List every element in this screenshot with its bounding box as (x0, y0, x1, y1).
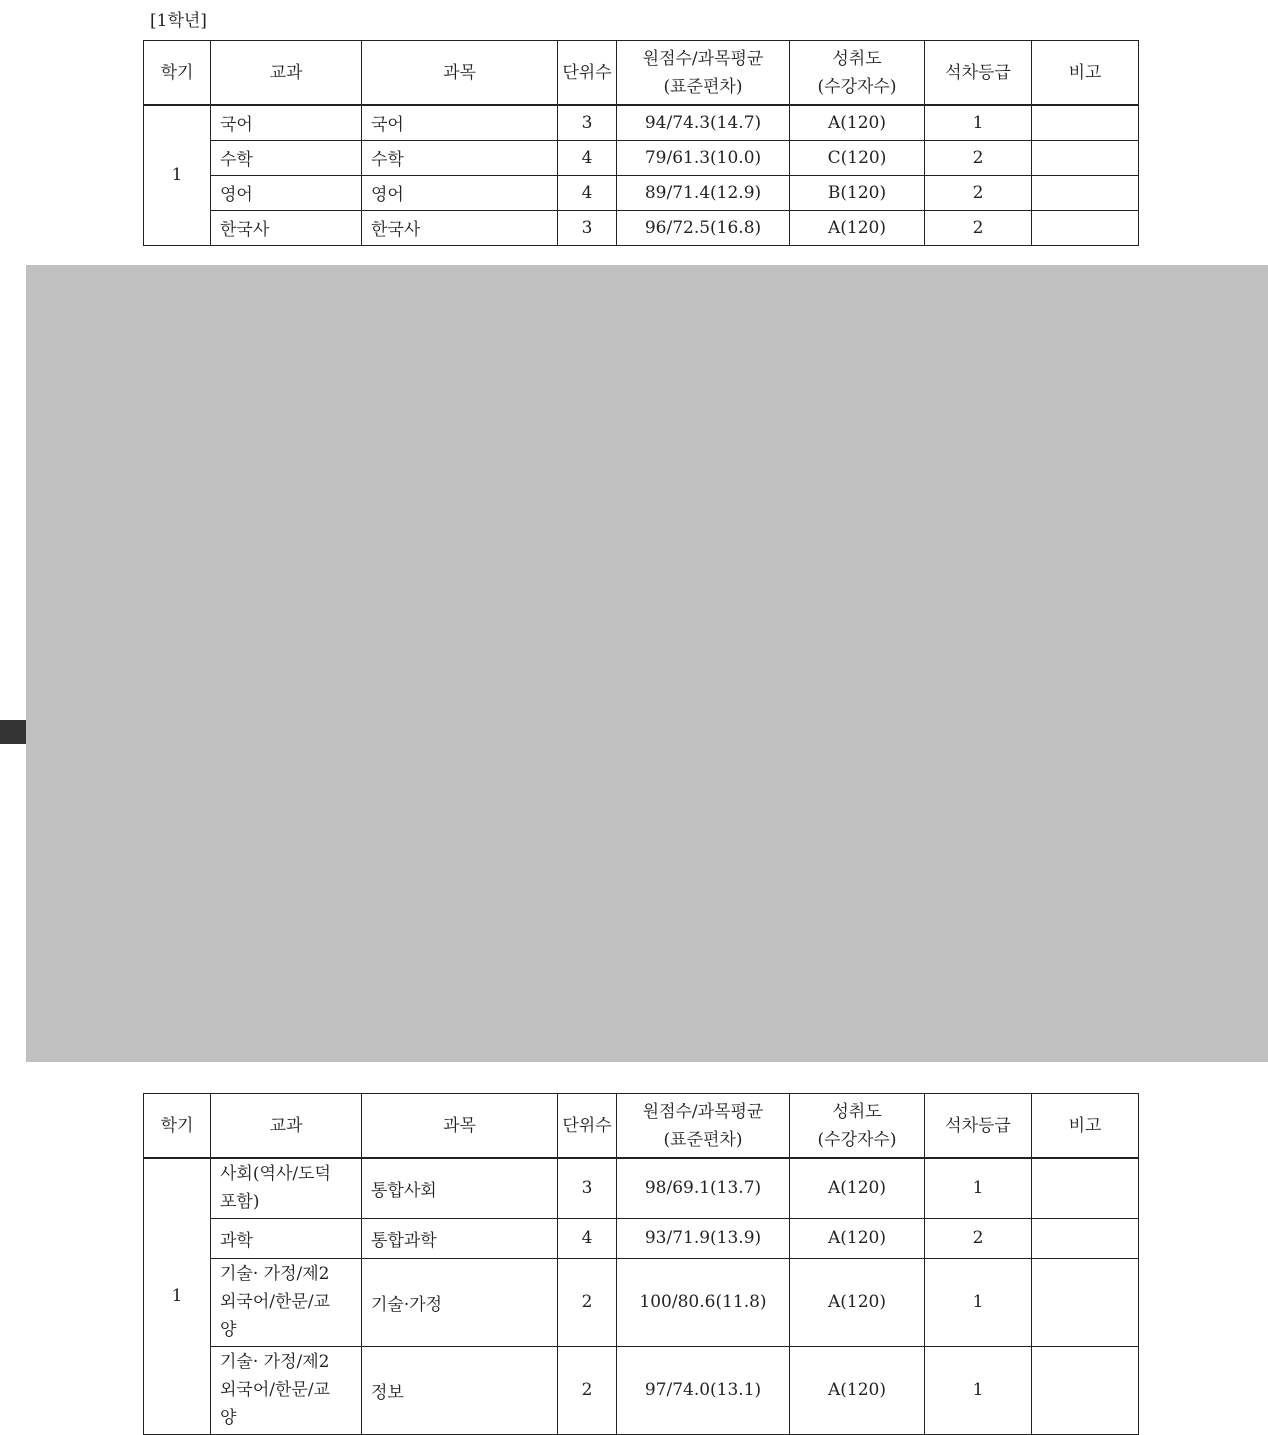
header-rank: 석차등급 (925, 1094, 1032, 1159)
rank-cell: 2 (925, 210, 1032, 245)
score-cell: 96/72.5(16.8) (617, 210, 790, 245)
header-note: 비고 (1032, 1094, 1139, 1159)
header-achievement (790, 1094, 925, 1159)
curriculum-cell: 영어 (211, 175, 362, 210)
header-subject: 과목 (362, 41, 558, 106)
header-score-line2: (표준편차) (663, 76, 743, 97)
score-cell: 98/69.1(13.7) (617, 1158, 790, 1218)
subject-cell: 통합사회 (362, 1158, 558, 1218)
curriculum-line: 포함) (220, 1192, 260, 1213)
header-achievement-line1: 성취도 (832, 1101, 882, 1122)
subject-cell: 수학 (362, 140, 558, 175)
table-row (144, 1218, 1139, 1258)
subject-cell: 국어 (362, 105, 558, 140)
score-cell: 89/71.4(12.9) (617, 175, 790, 210)
subject-cell: 통합과학 (362, 1218, 558, 1258)
rank-cell: 1 (925, 105, 1032, 140)
header-semester: 학기 (144, 41, 211, 106)
curriculum-cell (211, 1346, 362, 1434)
achievement-cell: A(120) (790, 210, 925, 245)
rank-cell: 2 (925, 1218, 1032, 1258)
subject-cell: 영어 (362, 175, 558, 210)
score-cell: 79/61.3(10.0) (617, 140, 790, 175)
curriculum-cell: 한국사 (211, 210, 362, 245)
units-cell: 4 (558, 140, 617, 175)
curriculum-line: 양 (220, 1408, 237, 1428)
curriculum-cell (211, 1258, 362, 1346)
curriculum-line: 사회(역사/도덕 (220, 1164, 331, 1185)
table-row (144, 105, 1139, 140)
score-cell: 94/74.3(14.7) (617, 105, 790, 140)
note-cell (1032, 140, 1139, 175)
curriculum-line: 외국어/한문/교 (220, 1292, 330, 1312)
header-score-line1: 원점수/과목평균 (642, 1101, 764, 1122)
redacted-region (26, 265, 1268, 1062)
curriculum-line: 양 (220, 1320, 237, 1340)
table-row (144, 140, 1139, 175)
curriculum-cell (211, 1158, 362, 1218)
rank-cell: 1 (925, 1158, 1032, 1218)
header-rank: 석차등급 (925, 41, 1032, 106)
header-score (617, 1094, 790, 1159)
score-cell: 93/71.9(13.9) (617, 1218, 790, 1258)
grades-table-2 (143, 1093, 1139, 1435)
header-units: 단위수 (558, 1094, 617, 1159)
header-score-line1: 원점수/과목평균 (642, 48, 764, 69)
achievement-cell: A(120) (790, 1158, 925, 1218)
header-curriculum: 교과 (211, 41, 362, 106)
semester-cell: 1 (144, 1158, 211, 1434)
score-cell: 100/80.6(11.8) (617, 1258, 790, 1346)
header-achievement-line1: 성취도 (832, 48, 882, 69)
curriculum-cell: 수학 (211, 140, 362, 175)
units-cell: 3 (558, 210, 617, 245)
header-score (617, 41, 790, 106)
units-cell: 4 (558, 1218, 617, 1258)
subject-cell: 기술·가정 (362, 1258, 558, 1346)
note-cell (1032, 1346, 1139, 1434)
units-cell: 3 (558, 1158, 617, 1218)
header-achievement-line2: (수강자수) (817, 76, 897, 97)
note-cell (1032, 1258, 1139, 1346)
rank-cell: 1 (925, 1258, 1032, 1346)
semester-cell: 1 (144, 105, 211, 245)
achievement-cell: A(120) (790, 1346, 925, 1434)
achievement-cell: C(120) (790, 140, 925, 175)
note-cell (1032, 1158, 1139, 1218)
grade-caption: [1학년] (150, 11, 207, 31)
header-note: 비고 (1032, 41, 1139, 106)
subject-cell: 정보 (362, 1346, 558, 1434)
units-cell: 2 (558, 1346, 617, 1434)
table-row (144, 210, 1139, 245)
units-cell: 3 (558, 105, 617, 140)
curriculum-line: 외국어/한문/교 (220, 1380, 330, 1400)
header-achievement (790, 41, 925, 106)
achievement-cell: A(120) (790, 1218, 925, 1258)
table-row (144, 1346, 1139, 1434)
curriculum-line: 기술· 가정/제2 (220, 1264, 330, 1284)
side-handle[interactable] (0, 720, 26, 744)
subject-cell: 한국사 (362, 210, 558, 245)
table-header-row (144, 41, 1139, 106)
header-units: 단위수 (558, 41, 617, 106)
table-row (144, 1158, 1139, 1218)
header-semester: 학기 (144, 1094, 211, 1159)
achievement-cell: A(120) (790, 1258, 925, 1346)
units-cell: 2 (558, 1258, 617, 1346)
header-curriculum: 교과 (211, 1094, 362, 1159)
header-subject: 과목 (362, 1094, 558, 1159)
note-cell (1032, 105, 1139, 140)
header-score-line2: (표준편차) (663, 1129, 743, 1150)
achievement-cell: A(120) (790, 105, 925, 140)
note-cell (1032, 175, 1139, 210)
table-row (144, 175, 1139, 210)
score-cell: 97/74.0(13.1) (617, 1346, 790, 1434)
curriculum-cell: 과학 (211, 1218, 362, 1258)
note-cell (1032, 210, 1139, 245)
curriculum-line: 기술· 가정/제2 (220, 1352, 330, 1372)
rank-cell: 2 (925, 140, 1032, 175)
curriculum-cell: 국어 (211, 105, 362, 140)
units-cell: 4 (558, 175, 617, 210)
grades-table-1 (143, 40, 1139, 246)
note-cell (1032, 1218, 1139, 1258)
header-achievement-line2: (수강자수) (817, 1129, 897, 1150)
rank-cell: 1 (925, 1346, 1032, 1434)
achievement-cell: B(120) (790, 175, 925, 210)
rank-cell: 2 (925, 175, 1032, 210)
table-header-row (144, 1094, 1139, 1159)
table-row (144, 1258, 1139, 1346)
